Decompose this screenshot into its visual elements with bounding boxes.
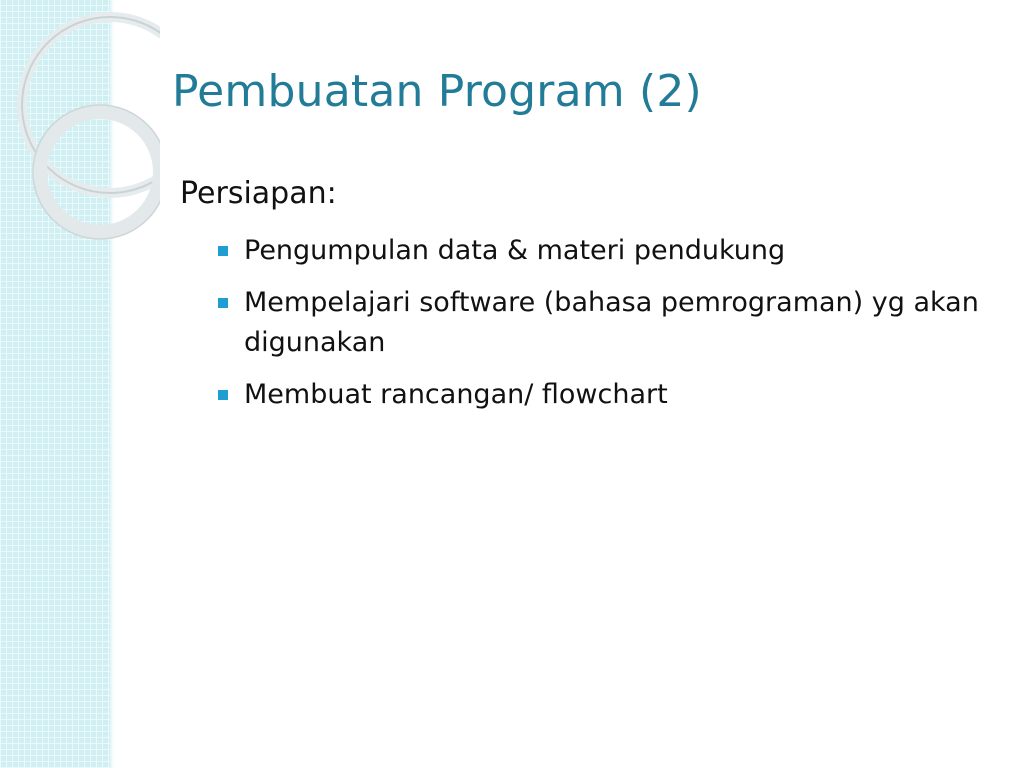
slide-title: Pembuatan Program (2) [172, 66, 702, 117]
lead-text: Persiapan: [180, 176, 337, 211]
bullet-text: Membuat rancangan/ flowchart [244, 379, 668, 410]
slide-content [180, 176, 980, 427]
square-bullet-icon [218, 298, 228, 308]
square-bullet-icon [218, 390, 228, 400]
square-bullet-icon [218, 246, 228, 256]
bullet-list [180, 231, 980, 415]
bullet-item [218, 283, 980, 363]
bullet-item [218, 375, 980, 415]
bullet-text: Mempelajari software (bahasa pemrograman) yg akan digunakan [244, 287, 979, 358]
bullet-item [218, 231, 980, 271]
decorative-rings [0, 0, 160, 260]
bullet-text: Pengumpulan data & materi pendukung [244, 235, 786, 266]
